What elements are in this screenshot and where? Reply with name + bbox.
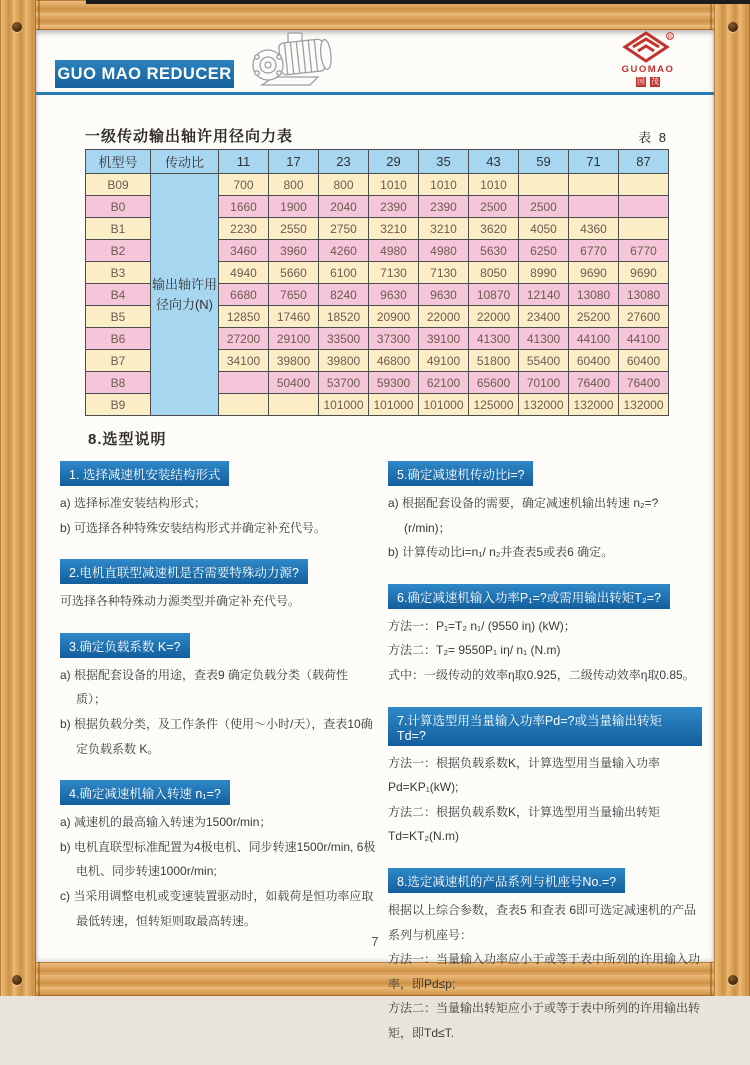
selection-block	[60, 780, 376, 933]
force-value-cell: 49100	[419, 350, 469, 372]
force-value-cell	[619, 196, 669, 218]
force-value-cell	[219, 394, 269, 416]
force-value-cell: 39800	[269, 350, 319, 372]
selection-column-right	[388, 461, 702, 1065]
force-value-cell: 22000	[469, 306, 519, 328]
force-value-cell: 13080	[569, 284, 619, 306]
force-value-cell	[219, 372, 269, 394]
ratio-column-header: 59	[519, 150, 569, 174]
selection-block	[388, 868, 702, 1046]
model-cell: B4	[86, 284, 151, 306]
force-value-cell: 27600	[619, 306, 669, 328]
force-value-cell: 76400	[619, 372, 669, 394]
force-value-cell: 39800	[319, 350, 369, 372]
force-value-cell: 8050	[469, 262, 519, 284]
selection-block-line: 方法二：T₂= 9550P₁ iη/ n₁ (N.m)	[388, 643, 561, 658]
selection-block-line: 方法二：当量输出转矩应小于或等于表中所列的许用输出转矩，即Td≤T.	[388, 1001, 701, 1040]
force-value-cell: 5630	[469, 240, 519, 262]
selection-block-line: a) 选择标准安装结构形式；	[60, 496, 207, 510]
force-value-cell: 9630	[419, 284, 469, 306]
selection-block	[60, 559, 376, 614]
gear-motor-illustration	[244, 29, 352, 93]
table-number-tag: 表 8	[638, 130, 668, 145]
force-value-cell: 41300	[519, 328, 569, 350]
frame-joint	[710, 0, 712, 30]
force-value-cell: 3620	[469, 218, 519, 240]
force-value-cell: 1010	[419, 174, 469, 196]
force-value-cell: 65600	[469, 372, 519, 394]
nail-icon	[12, 22, 22, 32]
radial-force-section	[85, 125, 668, 416]
force-value-cell: 1010	[369, 174, 419, 196]
selection-block	[388, 461, 702, 565]
selection-block-line: b) 电机直联型标准配置为4极电机、同步转速1500r/min, 6极电机、同步转速1000r/min;	[60, 839, 376, 879]
motor-drawing-icon	[244, 29, 352, 93]
force-value-cell: 53700	[319, 372, 369, 394]
selection-block-title: 2.电机直联型减速机是否需要特殊动力源?	[60, 559, 308, 584]
force-value-cell	[619, 174, 669, 196]
model-cell: B6	[86, 328, 151, 350]
force-value-cell: 700	[219, 174, 269, 196]
force-value-cell: 3460	[219, 240, 269, 262]
force-value-cell: 13080	[619, 284, 669, 306]
force-value-cell: 12140	[519, 284, 569, 306]
force-value-cell: 3210	[419, 218, 469, 240]
selection-block-line: a) 减速机的最高输入转速为1500r/min；	[60, 815, 272, 830]
force-value-cell: 12850	[219, 306, 269, 328]
selection-block	[60, 461, 376, 540]
selection-block-title: 4.确定减速机输入转速 n₁=?	[60, 780, 230, 805]
table-row	[86, 174, 669, 196]
selection-block	[388, 584, 702, 688]
merged-label-line1: 输出轴许用	[151, 277, 217, 292]
force-value-cell: 7650	[269, 284, 319, 306]
table-title-row	[85, 125, 668, 146]
force-value-cell: 3210	[369, 218, 419, 240]
force-value-cell: 132000	[619, 394, 669, 416]
ratio-column-header: 71	[569, 150, 619, 174]
force-value-cell: 7130	[369, 262, 419, 284]
force-value-cell: 51800	[469, 350, 519, 372]
force-value-cell: 132000	[519, 394, 569, 416]
logo-cn-left: 国	[637, 77, 645, 86]
force-value-cell: 4260	[319, 240, 369, 262]
frame-joint	[38, 962, 40, 996]
nail-icon	[12, 975, 22, 985]
brand-banner	[55, 60, 234, 88]
frame-top-plank	[0, 0, 750, 30]
force-value-cell: 27200	[219, 328, 269, 350]
force-value-cell: 23400	[519, 306, 569, 328]
catalog-page	[36, 30, 714, 1040]
force-value-cell: 2500	[519, 196, 569, 218]
force-value-cell: 4980	[369, 240, 419, 262]
force-value-cell: 6100	[319, 262, 369, 284]
force-value-cell: 2390	[419, 196, 469, 218]
force-value-cell: 20900	[369, 306, 419, 328]
ratio-column-header: 43	[469, 150, 519, 174]
nail-icon	[728, 975, 738, 985]
ratio-column-header: 23	[319, 150, 369, 174]
selection-block-line: c) 当采用调整电机或变速装置驱动时，如载荷是恒功率应取最低转速，恒转矩则取最高转速。	[60, 888, 374, 928]
force-value-cell: 60400	[619, 350, 669, 372]
force-value-cell	[569, 174, 619, 196]
force-value-cell: 10870	[469, 284, 519, 306]
svg-text:R: R	[668, 34, 672, 41]
selection-heading: 8.选型说明	[88, 431, 167, 448]
ratio-column-header: 35	[419, 150, 469, 174]
selection-block-line: b) 计算传动比i=n₁/ n₂并查表5或表6 确定。	[388, 545, 614, 560]
ratio-column-header: 17	[269, 150, 319, 174]
selection-block-line: 可选择各种特殊动力源类型并确定补充代号。	[60, 594, 301, 609]
selection-block-title: 5.确定减速机传动比i=?	[388, 461, 533, 486]
ratio-column-header-label: 传动比	[151, 150, 219, 174]
selection-block-line: 方法一：当量输入功率应小于或等于表中所列的许用输入功率，即Pd≤p;	[388, 952, 701, 991]
selection-block-line: 式中：一级传动的效率η取0.925，二级传动效率η取0.85。	[388, 667, 695, 682]
logo-cn-right: 茂	[651, 77, 659, 86]
force-value-cell: 2500	[469, 196, 519, 218]
force-value-cell: 17460	[269, 306, 319, 328]
model-cell: B8	[86, 372, 151, 394]
force-value-cell	[269, 394, 319, 416]
selection-block-title: 8.选定减速机的产品系列与机座号No.=?	[388, 868, 625, 893]
selection-guide-section	[60, 428, 702, 1065]
frame-right-plank	[714, 0, 750, 996]
force-value-cell: 1660	[219, 196, 269, 218]
force-value-cell: 25200	[569, 306, 619, 328]
force-value-cell: 22000	[419, 306, 469, 328]
force-value-cell: 70100	[519, 372, 569, 394]
model-cell: B0	[86, 196, 151, 218]
force-value-cell: 101000	[369, 394, 419, 416]
frame-left-plank	[0, 0, 36, 996]
force-value-cell: 132000	[569, 394, 619, 416]
force-value-cell: 4360	[569, 218, 619, 240]
force-value-cell	[619, 218, 669, 240]
brand-text: GUO MAO REDUCER	[57, 64, 232, 83]
radial-force-table	[85, 149, 669, 416]
selection-block-line: 根据以上综合参数，查表5 和查表 6即可选定减速机的产品系列与机座号：	[388, 902, 697, 942]
force-value-cell	[569, 196, 619, 218]
selection-block-title: 3.确定负载系数 K=?	[60, 633, 190, 658]
force-value-cell: 6680	[219, 284, 269, 306]
selection-block-line: b) 根据负载分类，及工作条件（使用～小时/天），查表10确定负载系数 K。	[60, 716, 373, 756]
force-value-cell: 50400	[269, 372, 319, 394]
force-value-cell	[519, 174, 569, 196]
frame-joint	[38, 0, 40, 30]
force-value-cell: 2750	[319, 218, 369, 240]
selection-block	[60, 633, 376, 761]
force-value-cell: 29100	[269, 328, 319, 350]
force-value-cell: 101000	[419, 394, 469, 416]
force-value-cell: 8990	[519, 262, 569, 284]
table-body	[86, 174, 669, 416]
force-value-cell: 9630	[369, 284, 419, 306]
force-value-cell: 34100	[219, 350, 269, 372]
force-value-cell: 60400	[569, 350, 619, 372]
selection-block	[388, 707, 702, 849]
force-value-cell: 4940	[219, 262, 269, 284]
force-value-cell: 76400	[569, 372, 619, 394]
merged-label-line2: 径向力(N)	[155, 296, 214, 312]
selection-block-title: 6.确定减速机输入功率P₁=?或需用输出转矩T₂=?	[388, 584, 670, 609]
force-value-cell: 6770	[619, 240, 669, 262]
model-cell: B1	[86, 218, 151, 240]
force-value-cell: 44100	[619, 328, 669, 350]
force-value-cell: 1900	[269, 196, 319, 218]
force-value-cell: 46800	[369, 350, 419, 372]
force-value-cell: 6770	[569, 240, 619, 262]
selection-columns	[60, 461, 702, 1065]
force-value-cell: 4980	[419, 240, 469, 262]
selection-block-line: a) 根据配套设备的需要，确定减速机输出转速 n₂=?(r/min)；	[388, 496, 659, 535]
force-value-cell: 4050	[519, 218, 569, 240]
selection-block-line: 方法二：根据负载系数K，计算选型用当量输出转矩Td=KT₂(N.m)	[388, 804, 661, 844]
force-value-cell: 800	[319, 174, 369, 196]
force-value-cell: 2230	[219, 218, 269, 240]
table-title: 一级传动输出轴许用径向力表	[85, 128, 294, 145]
table-header-row-el	[86, 150, 669, 174]
force-value-cell: 3960	[269, 240, 319, 262]
force-value-cell: 800	[269, 174, 319, 196]
header-rule	[36, 92, 714, 95]
merged-ratio-cell	[151, 174, 219, 416]
nail-icon	[728, 22, 738, 32]
model-cell: B3	[86, 262, 151, 284]
guomao-diamond-icon	[621, 31, 675, 65]
selection-block-title: 1. 选择减速机安装结构形式	[60, 461, 229, 486]
model-cell: B9	[86, 394, 151, 416]
force-value-cell: 9690	[619, 262, 669, 284]
selection-block-line: b) 可选择各种特殊安装结构形式并确定补充代号。	[60, 520, 327, 535]
force-value-cell: 62100	[419, 372, 469, 394]
force-value-cell: 1010	[469, 174, 519, 196]
ratio-column-header: 29	[369, 150, 419, 174]
force-value-cell: 101000	[319, 394, 369, 416]
force-value-cell: 18520	[319, 306, 369, 328]
force-value-cell: 7130	[419, 262, 469, 284]
force-value-cell: 6250	[519, 240, 569, 262]
selection-block-line: 方法一：P₁=T₂ n₁/ (9550 iη) (kW)；	[388, 618, 576, 633]
logo-wordmark: GUOMAO	[621, 64, 675, 75]
model-cell: B09	[86, 174, 151, 196]
selection-block-line: a) 根据配套设备的用途，查表9 确定负载分类（载荷性质）；	[60, 667, 349, 707]
company-logo	[608, 31, 688, 91]
selection-block-line: 方法一：根据负载系数K，计算选型用当量输入功率Pd=KP₁(kW);	[388, 755, 661, 795]
ratio-column-header: 11	[219, 150, 269, 174]
force-value-cell: 55400	[519, 350, 569, 372]
force-value-cell: 44100	[569, 328, 619, 350]
force-value-cell: 2550	[269, 218, 319, 240]
force-value-cell: 37300	[369, 328, 419, 350]
force-value-cell: 2040	[319, 196, 369, 218]
frame-joint	[710, 962, 712, 996]
logo-cn-row	[608, 77, 688, 87]
selection-column-left	[60, 461, 376, 1065]
force-value-cell: 41300	[469, 328, 519, 350]
selection-block-title: 7.计算选型用当量输入功率Pd=?或当量输出转矩 Td=?	[388, 707, 702, 746]
ratio-column-header: 87	[619, 150, 669, 174]
force-value-cell: 33500	[319, 328, 369, 350]
force-value-cell: 8240	[319, 284, 369, 306]
page-number: 7	[371, 934, 379, 949]
model-cell: B7	[86, 350, 151, 372]
top-dark-strip	[86, 0, 750, 4]
force-value-cell: 59300	[369, 372, 419, 394]
model-cell: B2	[86, 240, 151, 262]
model-column-header: 机型号	[86, 150, 151, 174]
force-value-cell: 2390	[369, 196, 419, 218]
force-value-cell: 125000	[469, 394, 519, 416]
force-value-cell: 9690	[569, 262, 619, 284]
force-value-cell: 5660	[269, 262, 319, 284]
force-value-cell: 39100	[419, 328, 469, 350]
model-cell: B5	[86, 306, 151, 328]
